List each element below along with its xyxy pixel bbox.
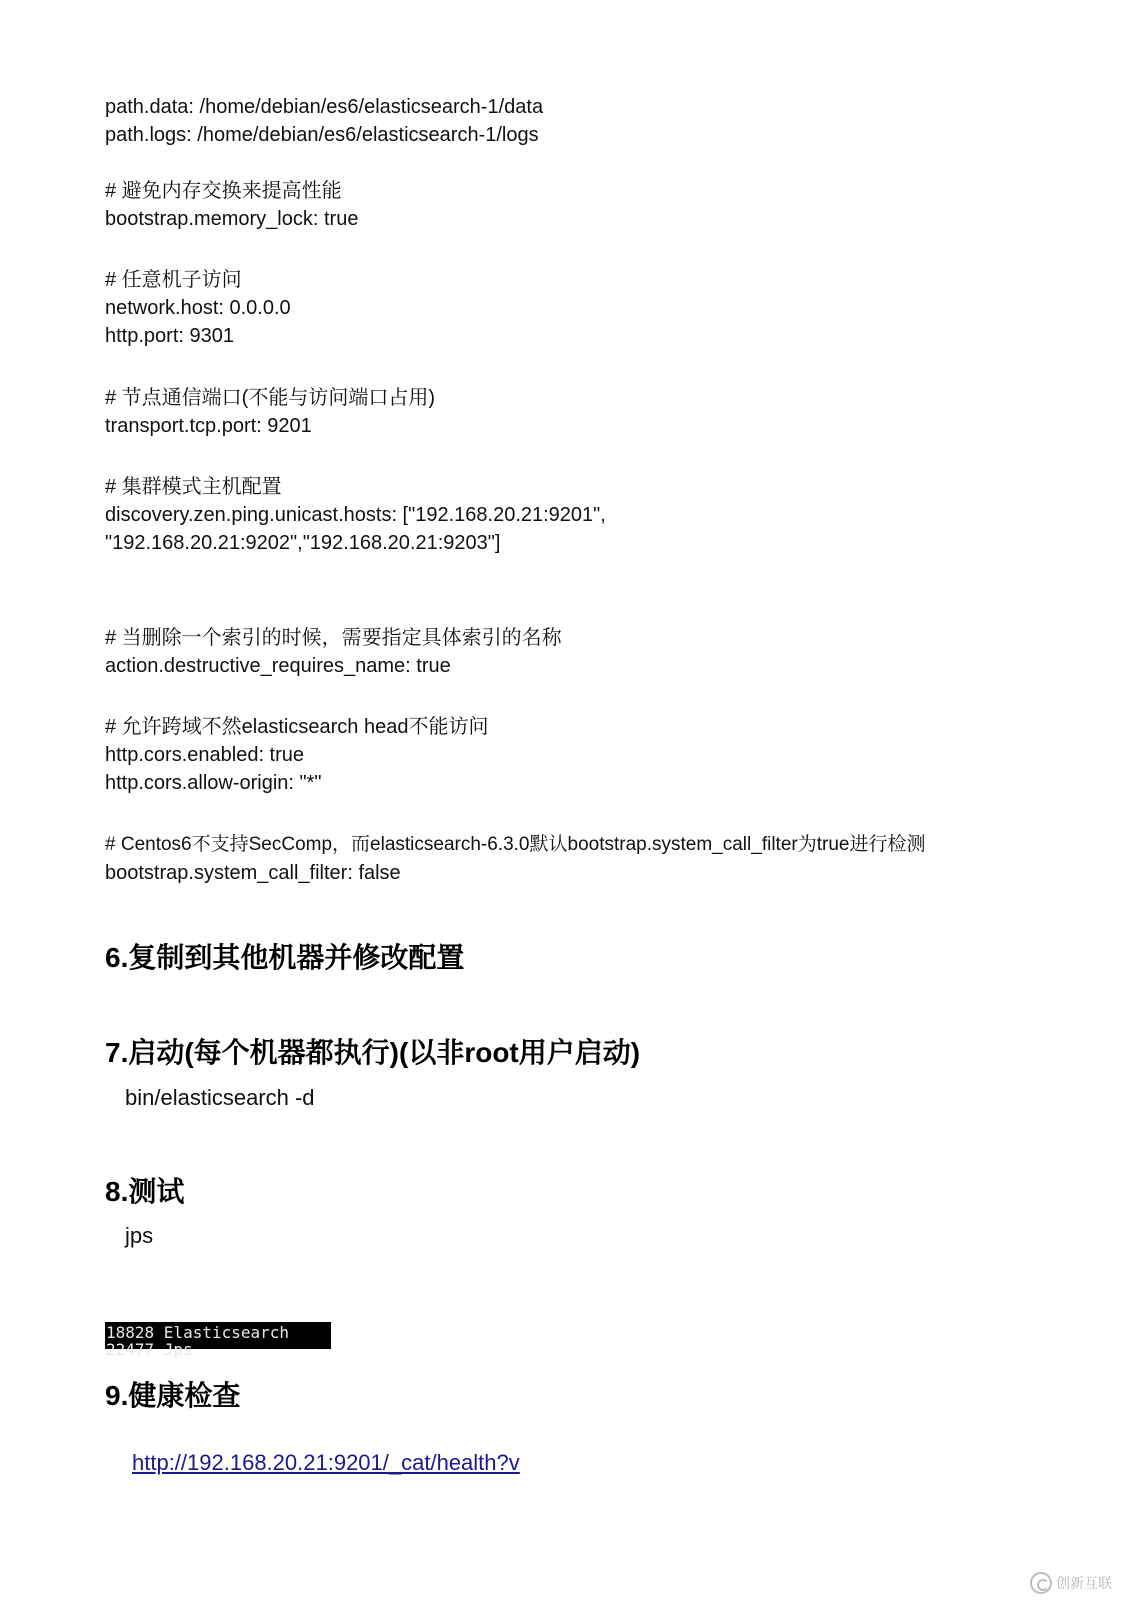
config-destructive-requires-name: action.destructive_requires_name: true (105, 655, 451, 677)
section-7-command: bin/elasticsearch -d (125, 1085, 315, 1110)
terminal-line-jps: 22477 Jps (106, 1340, 193, 1359)
config-unicast-hosts-line2: "192.168.20.21:9202","192.168.20.21:9203"] (105, 532, 501, 554)
section-8-command: jps (125, 1223, 154, 1248)
comment-network: # 任意机子访问 (105, 269, 242, 291)
config-http-port: http.port: 9301 (105, 325, 234, 347)
config-network-host: network.host: 0.0.0.0 (105, 297, 291, 319)
section-8-heading: 8.测试 (105, 1176, 185, 1207)
config-cors-enabled: http.cors.enabled: true (105, 744, 305, 766)
config-unicast-hosts-line1: discovery.zen.ping.unicast.hosts: ["192.168.20.21:9201", (105, 504, 606, 526)
section-7-heading: 7.启动(每个机器都执行)(以非root用户启动) (105, 1037, 641, 1068)
config-memory-lock: bootstrap.memory_lock: true (105, 208, 359, 230)
config-transport-port: transport.tcp.port: 9201 (105, 415, 312, 437)
config-cors-allow-origin: http.cors.allow-origin: "*" (105, 772, 322, 794)
config-path-data: path.data: /home/debian/es6/elasticsearch-1/data (105, 96, 544, 118)
terminal-line-elasticsearch: 18828 Elasticsearch (106, 1323, 290, 1342)
comment-delete: # 当删除一个索引的时候，需要指定具体索引的名称 (105, 627, 562, 649)
comment-transport: # 节点通信端口(不能与访问端口占用) (105, 387, 435, 409)
config-system-call-filter: bootstrap.system_call_filter: false (105, 862, 401, 884)
section-9-heading: 9.健康检查 (105, 1380, 241, 1411)
watermark-logo-icon (1030, 1572, 1052, 1594)
terminal-output-screenshot (105, 1322, 331, 1359)
section-6-heading: 6.复制到其他机器并修改配置 (105, 942, 465, 973)
watermark (1030, 1570, 1112, 1596)
watermark-text: 创新互联 (1056, 1575, 1112, 1591)
comment-seccomp: # Centos6不支持SecComp，而elasticsearch-6.3.0默认bootstrap.system_call_filter为true进行检测 (105, 834, 926, 855)
comment-memory: # 避免内存交换来提高性能 (105, 180, 342, 202)
health-check-link[interactable]: http://192.168.20.21:9201/_cat/health?v (132, 1450, 520, 1475)
comment-cors: # 允许跨域不然elasticsearch head不能访问 (105, 716, 489, 738)
comment-cluster: # 集群模式主机配置 (105, 476, 282, 498)
config-path-logs: path.logs: /home/debian/es6/elasticsearch-1/logs (105, 124, 539, 146)
